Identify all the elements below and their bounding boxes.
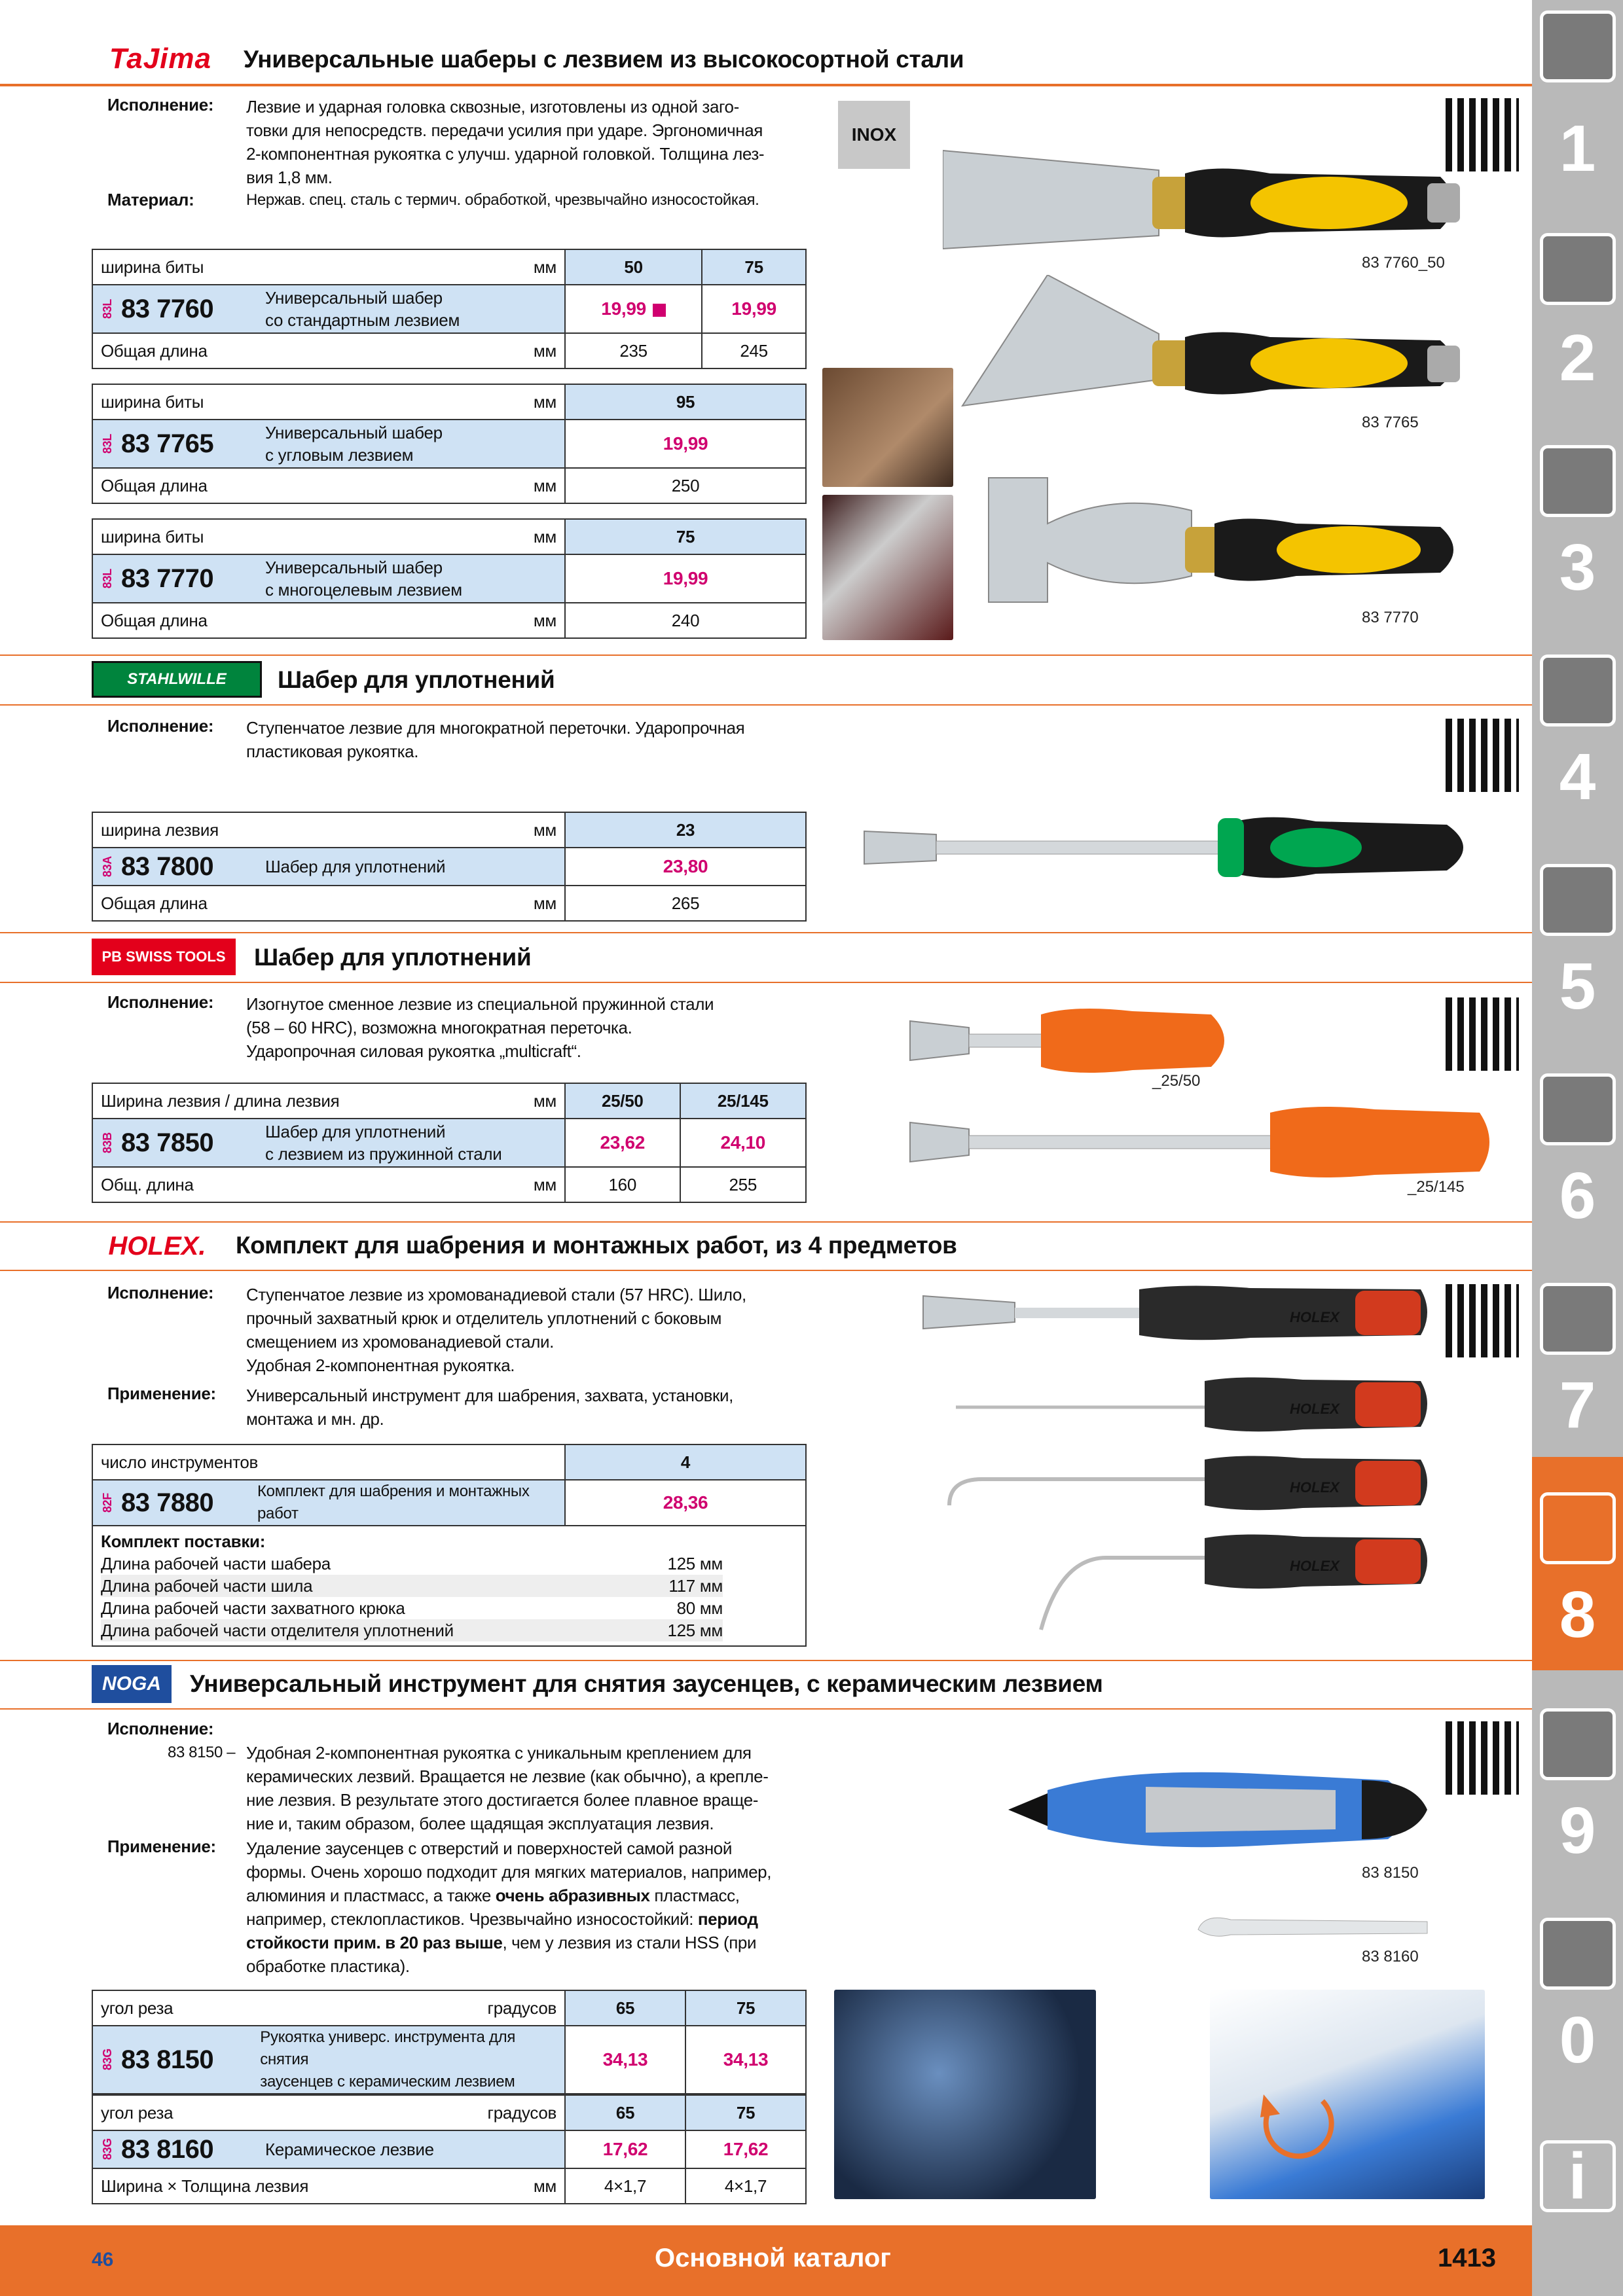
chapter-9[interactable]: 9 <box>1559 1794 1596 1867</box>
caption-837770: 83 7770 <box>1362 609 1419 626</box>
section-title: Шабер для уплотнений <box>254 944 532 971</box>
section-title: Комплект для шабрения и монтажных работ, из 4 предметов <box>236 1232 957 1259</box>
table-837880: число инструментов 4 82F 83 7880 Комплект для шабрения и монтажных работ 28,36 Комплект поставки: Длина рабочей части шабера 125 мм Длина рабочей части шила 117 мм Длина рабочей части захватного крюка 80 мм Длина рабочей части отделителя уплотнений 125 мм <box>92 1444 807 1647</box>
table-838150: угол реза градусов 65 75 83G 83 8150 Рукоятка универс. инструмента для снятия заусенцев с керамическим лезвием 34,13 34,13 <box>92 1990 807 2094</box>
exec-label: Исполнение: <box>107 1283 214 1302</box>
application-label: Применение: <box>107 1384 216 1403</box>
table-838160: угол реза градусов 65 75 83G 83 8160 Керамическое лезвие 17,62 17,62 Ширина × Толщина лезвия мм 4×1,7 4×1,7 <box>92 2094 807 2204</box>
chapter-0[interactable]: 0 <box>1559 2003 1596 2077</box>
table-837850: Ширина лезвия / длина лезвия мм 25/50 25/145 83B 83 7850 Шабер для уплотнений с лезвием из пружинной стали 23,62 24,10 Общ. длина мм 160 255 <box>92 1083 807 1203</box>
section-title: Шабер для уплотнений <box>278 666 555 693</box>
caption-25-50: _25/50 <box>1152 1072 1201 1090</box>
rotation-arrow-icon <box>1244 2068 1349 2173</box>
qr-code <box>1446 1284 1519 1357</box>
insert-icon[interactable] <box>1540 233 1616 305</box>
caption-838160: 83 8160 <box>1362 1948 1419 1965</box>
table-837765: ширина биты мм 95 83L 83 7765 Универсальный шабер с угловым лезвием 19,99 Общая длина мм 250 <box>92 384 807 504</box>
caption-838150: 83 8150 <box>1362 1864 1419 1882</box>
section-title: Универсальные шаберы с лезвием из высокосортной стали <box>244 46 964 73</box>
wrench-icon[interactable] <box>1540 1073 1616 1145</box>
seal-scraper-image <box>858 805 1486 890</box>
exec-text: Удобная 2-компонентная рукоятка с уникальным креплением для керамических лезвий. Вращается не лезвие (как обычно), а крепле- ние лезвия. В результате этого достигается более плавное враще- ние и, таким образом, более щадящая эксплуатация лезвия. <box>246 1743 769 1833</box>
chapter-3[interactable]: 3 <box>1559 531 1596 604</box>
application-label: Применение: <box>107 1837 216 1856</box>
safety-gear-icon[interactable] <box>1540 1918 1616 1990</box>
usage-photo-2 <box>822 495 953 640</box>
application-text: Универсальный инструмент для шабрения, захвата, установки, монтажа и мн. др. <box>246 1386 733 1429</box>
qr-code <box>1446 1721 1519 1795</box>
workshop-tools-icon[interactable] <box>1540 1492 1616 1564</box>
exec-text: Ступенчатое лезвие для многократной переточки. Ударопрочная пластиковая рукоятка. <box>246 718 745 761</box>
holex-handle-label-4: HOLEX <box>1290 1558 1340 1574</box>
deburring-usage-photo <box>834 1990 1096 2199</box>
usage-photo-1 <box>822 368 953 487</box>
ceramic-blade-image <box>1192 1910 1440 1943</box>
exec-text: Ступенчатое лезвие из хромованадиевой стали (57 HRC). Шило, прочный захватный крюк и отделитель уплотнений с боковым смещением из хромованадиевой стали. Удобная 2-компонентная рукоятка. <box>246 1285 746 1375</box>
exec-label: Исполнение: <box>107 95 214 115</box>
scraper-multi-image <box>982 471 1480 609</box>
saw-blade-icon[interactable] <box>1540 864 1616 936</box>
scraper-standard-image <box>943 137 1480 262</box>
stahlwille-logo: STAHLWILLE <box>92 661 262 698</box>
chapter-4[interactable]: 4 <box>1559 740 1596 814</box>
pb-swiss-tools-logo: PB SWISS TOOLS <box>92 939 236 975</box>
chapter-2[interactable]: 2 <box>1559 321 1596 395</box>
holex-kit-image <box>910 1283 1434 1636</box>
table-837760: ширина биты мм 50 75 83L 83 7760 Универсальный шабер со стандартным лезвием 19,99 19,99 Общая длина мм 235 245 <box>92 249 807 369</box>
exec-label: Исполнение: <box>107 716 214 736</box>
drill-icon[interactable] <box>1540 10 1616 82</box>
exec-text: Изогнутое сменное лезвие из специальной пружинной стали (58 – 60 HRC), возможна многократная переточка. Ударопрочная силовая рукоятка „multicraft“. <box>246 994 714 1061</box>
material-text: Нержав. спец. сталь с термич. обработкой, чрезвычайно износостойкая. <box>246 191 759 209</box>
table-837800: ширина лезвия мм 23 83A 83 7800 Шабер для уплотнений 23,80 Общая длина мм 265 <box>92 812 807 922</box>
chapter-1[interactable]: 1 <box>1559 112 1596 185</box>
inox-badge: INOX <box>838 101 910 169</box>
chapter-info[interactable]: i <box>1568 2140 1587 2213</box>
catalog-title: Основной каталог <box>655 2244 891 2272</box>
qr-code <box>1446 98 1519 171</box>
caption-837760: 83 7760_50 <box>1362 254 1445 272</box>
pb-scraper-long-image <box>903 1100 1493 1185</box>
chuck-icon[interactable] <box>1540 445 1616 517</box>
pb-scraper-short-image <box>903 1001 1244 1080</box>
deburring-handle-image <box>995 1754 1440 1865</box>
material-label: Материал: <box>107 190 194 209</box>
page-number-left: 46 <box>92 2249 114 2270</box>
qr-code <box>1446 719 1519 792</box>
caliper-icon[interactable] <box>1540 655 1616 726</box>
holex-logo: HOLEX. <box>108 1231 206 1261</box>
qr-code <box>1446 997 1519 1071</box>
scraper-angled-image <box>943 275 1480 412</box>
chapter-8[interactable]: 8 <box>1559 1578 1596 1651</box>
exec-label: Исполнение: <box>107 1719 214 1738</box>
page-number-right: 1413 <box>1438 2244 1496 2272</box>
holex-handle-label-1: HOLEX <box>1290 1309 1340 1325</box>
exec-label: Исполнение: <box>107 992 214 1012</box>
exec-text: Лезвие и ударная головка сквозные, изготовлены из одной заго- товки для непосредств. передачи усилия при ударе. Эргономичная 2-компонентная рукоятка с улучш. ударной головкой. Толщина лез- вия 1,8 мм. <box>246 97 765 187</box>
code-reference: 83 8150 – <box>168 1744 236 1761</box>
chapter-6[interactable]: 6 <box>1559 1159 1596 1232</box>
pliers-icon[interactable] <box>1540 1283 1616 1355</box>
cabinet-icon[interactable] <box>1540 1708 1616 1780</box>
holex-handle-label-3: HOLEX <box>1290 1479 1340 1496</box>
table-837770: ширина биты мм 75 83L 83 7770 Универсальный шабер с многоцелевым лезвием 19,99 Общая длина мм 240 <box>92 518 807 639</box>
caption-837765: 83 7765 <box>1362 414 1419 431</box>
section-title: Универсальный инструмент для снятия заусенцев, с керамическим лезвием <box>190 1670 1103 1697</box>
noga-logo: NOGA <box>92 1665 172 1703</box>
tajima-logo: TaJima <box>109 43 211 75</box>
caption-25-145: _25/145 <box>1408 1178 1465 1196</box>
chapter-5[interactable]: 5 <box>1559 950 1596 1023</box>
chapter-7[interactable]: 7 <box>1559 1369 1596 1442</box>
application-text: Удаление заусенцев с отверстий и поверхностей самой разной формы. Очень хорошо подходит для мягких материалов, например, алюминия и пластмасс, а также очень абразивных пластмасс, например, стеклопластиков. Чрезвычайно износостойкий: период стойкости прим. в 20 раз выше, чем у лезвия из стали HSS (при обработке пластика). <box>246 1839 772 1976</box>
holex-handle-label-2: HOLEX <box>1290 1401 1340 1417</box>
